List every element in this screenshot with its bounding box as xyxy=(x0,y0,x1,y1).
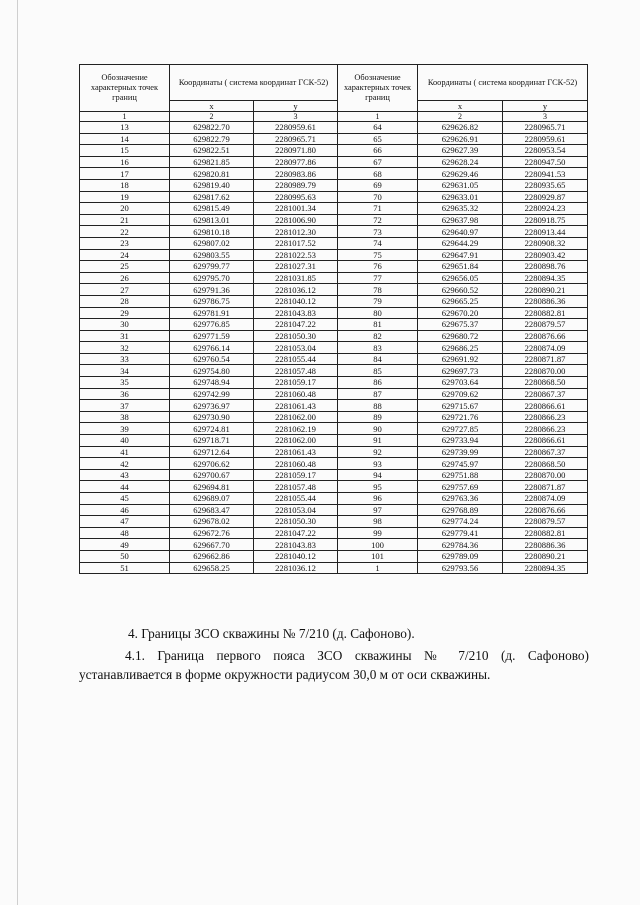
y-coordinate: 2280890.21 xyxy=(503,550,588,562)
table-row xyxy=(80,516,588,528)
table-row xyxy=(80,214,588,226)
x-coordinate: 629658.25 xyxy=(170,562,254,574)
x-coordinate: 629694.81 xyxy=(170,481,254,493)
table-row xyxy=(80,179,588,191)
x-coordinate: 629686.25 xyxy=(418,342,503,354)
point-number: 13 xyxy=(80,122,170,134)
x-coordinate: 629656.05 xyxy=(418,272,503,284)
y-header-2: y xyxy=(503,101,588,112)
x-coordinate: 629781.91 xyxy=(170,307,254,319)
y-coordinate: 2280879.57 xyxy=(503,319,588,331)
y-coordinate: 2280866.61 xyxy=(503,400,588,412)
y-coordinate: 2280867.37 xyxy=(503,446,588,458)
y-coordinate: 2280870.00 xyxy=(503,365,588,377)
point-number: 76 xyxy=(338,261,418,273)
table-row xyxy=(80,411,588,423)
point-number: 21 xyxy=(80,214,170,226)
y-coordinate: 2281001.34 xyxy=(254,203,338,215)
point-number: 74 xyxy=(338,237,418,249)
table-row xyxy=(80,272,588,284)
point-number: 50 xyxy=(80,550,170,562)
point-number: 40 xyxy=(80,435,170,447)
x-coordinate: 629803.55 xyxy=(170,249,254,261)
table-row xyxy=(80,237,588,249)
table-row xyxy=(80,168,588,180)
point-number: 29 xyxy=(80,307,170,319)
point-number: 27 xyxy=(80,284,170,296)
y-coordinate: 2281061.43 xyxy=(254,400,338,412)
x-coordinate: 629771.59 xyxy=(170,330,254,342)
point-number: 66 xyxy=(338,145,418,157)
x-coordinate: 629733.94 xyxy=(418,435,503,447)
table-row xyxy=(80,400,588,412)
x-coordinate: 629703.64 xyxy=(418,377,503,389)
point-number: 88 xyxy=(338,400,418,412)
x-coordinate: 629739.99 xyxy=(418,446,503,458)
y-coordinate: 2281062.19 xyxy=(254,423,338,435)
y-coordinate: 2281059.17 xyxy=(254,377,338,389)
x-coordinate: 629709.62 xyxy=(418,388,503,400)
y-coordinate: 2280947.50 xyxy=(503,156,588,168)
x-coordinate: 629813.01 xyxy=(170,214,254,226)
x-coordinate: 629760.54 xyxy=(170,353,254,365)
y-coordinate: 2280882.81 xyxy=(503,307,588,319)
x-coordinate: 629776.85 xyxy=(170,319,254,331)
y-coordinate: 2281055.44 xyxy=(254,493,338,505)
table-row xyxy=(80,504,588,516)
point-number: 1 xyxy=(338,562,418,574)
table-row xyxy=(80,145,588,157)
table-row xyxy=(80,226,588,238)
point-number: 89 xyxy=(338,411,418,423)
y-coordinate: 2280913.44 xyxy=(503,226,588,238)
point-number: 82 xyxy=(338,330,418,342)
y-coordinate: 2281017.52 xyxy=(254,237,338,249)
x-coordinate: 629763.36 xyxy=(418,493,503,505)
y-coordinate: 2280953.54 xyxy=(503,145,588,157)
point-number: 43 xyxy=(80,469,170,481)
y-coordinate: 2280867.37 xyxy=(503,388,588,400)
x-coordinate: 629730.90 xyxy=(170,411,254,423)
x-coordinate: 629712.64 xyxy=(170,446,254,458)
y-coordinate: 2281027.31 xyxy=(254,261,338,273)
x-coordinate: 629683.47 xyxy=(170,504,254,516)
table-row xyxy=(80,550,588,562)
point-number: 44 xyxy=(80,481,170,493)
y-coordinate: 2281031.85 xyxy=(254,272,338,284)
point-number: 79 xyxy=(338,295,418,307)
x-header-2: x xyxy=(418,101,503,112)
table-row xyxy=(80,133,588,145)
point-number: 17 xyxy=(80,168,170,180)
y-coordinate: 2280866.61 xyxy=(503,435,588,447)
point-number: 30 xyxy=(80,319,170,331)
point-number: 36 xyxy=(80,388,170,400)
point-number: 26 xyxy=(80,272,170,284)
table-row xyxy=(80,469,588,481)
point-number: 19 xyxy=(80,191,170,203)
point-number: 65 xyxy=(338,133,418,145)
section-paragraph: 4.1. Граница первого пояса ЗСО скважины № 7/210 (д. Сафоново) устанавливается в форме окружности радиусом 30,0 м от оси скважины. xyxy=(79,648,589,682)
y-coordinate: 2281047.22 xyxy=(254,319,338,331)
x-coordinate: 629672.76 xyxy=(170,527,254,539)
point-number: 93 xyxy=(338,458,418,470)
y-coordinate: 2281050.30 xyxy=(254,330,338,342)
point-number: 14 xyxy=(80,133,170,145)
y-coordinate: 2280898.76 xyxy=(503,261,588,273)
x-coordinate: 629626.91 xyxy=(418,133,503,145)
x-coordinate: 629644.29 xyxy=(418,237,503,249)
point-number: 25 xyxy=(80,261,170,273)
x-coordinate: 629678.02 xyxy=(170,516,254,528)
x-coordinate: 629757.69 xyxy=(418,481,503,493)
point-number: 86 xyxy=(338,377,418,389)
coords-system-header-2: Координаты ( система координат ГСК-52) xyxy=(418,65,588,101)
x-coordinate: 629822.51 xyxy=(170,145,254,157)
x-coordinate: 629667.70 xyxy=(170,539,254,551)
point-number: 72 xyxy=(338,214,418,226)
y-coordinate: 2281006.90 xyxy=(254,214,338,226)
point-number: 20 xyxy=(80,203,170,215)
y-coordinate: 2280868.50 xyxy=(503,458,588,470)
x-coordinate: 629799.77 xyxy=(170,261,254,273)
x-coordinate: 629817.62 xyxy=(170,191,254,203)
y-coordinate: 2280995.63 xyxy=(254,191,338,203)
point-number: 38 xyxy=(80,411,170,423)
point-number: 64 xyxy=(338,122,418,134)
y-coordinate: 2280983.86 xyxy=(254,168,338,180)
y-coordinate: 2280874.09 xyxy=(503,342,588,354)
y-coordinate: 2280894.35 xyxy=(503,272,588,284)
x-coordinate: 629768.89 xyxy=(418,504,503,516)
x-coordinate: 629651.84 xyxy=(418,261,503,273)
x-coordinate: 629822.79 xyxy=(170,133,254,145)
y-coordinate: 2280890.21 xyxy=(503,284,588,296)
x-coordinate: 629774.24 xyxy=(418,516,503,528)
table-row xyxy=(80,319,588,331)
x-coordinate: 629718.71 xyxy=(170,435,254,447)
col-index: 2 xyxy=(170,112,254,122)
x-coordinate: 629670.20 xyxy=(418,307,503,319)
table-row xyxy=(80,458,588,470)
y-coordinate: 2280868.50 xyxy=(503,377,588,389)
point-number: 22 xyxy=(80,226,170,238)
point-number: 90 xyxy=(338,423,418,435)
x-coordinate: 629821.85 xyxy=(170,156,254,168)
y-coordinate: 2281036.12 xyxy=(254,284,338,296)
x-coordinate: 629640.97 xyxy=(418,226,503,238)
point-number: 87 xyxy=(338,388,418,400)
x-coordinate: 629715.67 xyxy=(418,400,503,412)
col-index: 3 xyxy=(254,112,338,122)
y-coordinate: 2280965.71 xyxy=(503,122,588,134)
y-coordinate: 2280965.71 xyxy=(254,133,338,145)
y-coordinate: 2280876.66 xyxy=(503,330,588,342)
x-coordinate: 629754.80 xyxy=(170,365,254,377)
point-number: 94 xyxy=(338,469,418,481)
table-row xyxy=(80,261,588,273)
coordinates-table xyxy=(79,64,588,574)
table-row xyxy=(80,423,588,435)
y-coordinate: 2281062.00 xyxy=(254,435,338,447)
y-coordinate: 2281057.48 xyxy=(254,365,338,377)
col-index: 2 xyxy=(418,112,503,122)
point-number: 68 xyxy=(338,168,418,180)
y-coordinate: 2280941.53 xyxy=(503,168,588,180)
point-number: 49 xyxy=(80,539,170,551)
y-coordinate: 2280935.65 xyxy=(503,179,588,191)
point-number: 34 xyxy=(80,365,170,377)
x-coordinate: 629635.32 xyxy=(418,203,503,215)
col-index: 1 xyxy=(338,112,418,122)
x-coordinate: 629626.82 xyxy=(418,122,503,134)
x-header: x xyxy=(170,101,254,112)
x-coordinate: 629815.49 xyxy=(170,203,254,215)
x-coordinate: 629736.97 xyxy=(170,400,254,412)
x-coordinate: 629700.67 xyxy=(170,469,254,481)
y-coordinate: 2281053.04 xyxy=(254,504,338,516)
x-coordinate: 629819.40 xyxy=(170,179,254,191)
point-number: 70 xyxy=(338,191,418,203)
x-coordinate: 629791.36 xyxy=(170,284,254,296)
point-number: 95 xyxy=(338,481,418,493)
y-coordinate: 2281057.48 xyxy=(254,481,338,493)
y-coordinate: 2281012.30 xyxy=(254,226,338,238)
point-number: 51 xyxy=(80,562,170,574)
point-number: 101 xyxy=(338,550,418,562)
point-number: 100 xyxy=(338,539,418,551)
x-coordinate: 629689.07 xyxy=(170,493,254,505)
y-coordinate: 2280886.36 xyxy=(503,295,588,307)
x-coordinate: 629680.72 xyxy=(418,330,503,342)
table-row xyxy=(80,388,588,400)
point-number: 92 xyxy=(338,446,418,458)
coords-system-header: Координаты ( система координат ГСК-52) xyxy=(170,65,338,101)
point-number: 39 xyxy=(80,423,170,435)
y-coordinate: 2280879.57 xyxy=(503,516,588,528)
x-coordinate: 629820.81 xyxy=(170,168,254,180)
x-coordinate: 629662.86 xyxy=(170,550,254,562)
point-number: 33 xyxy=(80,353,170,365)
point-number: 85 xyxy=(338,365,418,377)
y-coordinate: 2280929.87 xyxy=(503,191,588,203)
y-coordinate: 2281047.22 xyxy=(254,527,338,539)
point-number: 46 xyxy=(80,504,170,516)
y-coordinate: 2280876.66 xyxy=(503,504,588,516)
table-row xyxy=(80,377,588,389)
table-row xyxy=(80,365,588,377)
table-row xyxy=(80,539,588,551)
table-row xyxy=(80,284,588,296)
y-coordinate: 2280866.23 xyxy=(503,411,588,423)
point-number: 47 xyxy=(80,516,170,528)
point-number: 99 xyxy=(338,527,418,539)
y-coordinate: 2280959.61 xyxy=(254,122,338,134)
point-number: 45 xyxy=(80,493,170,505)
table-row xyxy=(80,342,588,354)
table-row xyxy=(80,562,588,574)
point-number: 23 xyxy=(80,237,170,249)
x-coordinate: 629675.37 xyxy=(418,319,503,331)
table-row xyxy=(80,493,588,505)
y-coordinate: 2280989.79 xyxy=(254,179,338,191)
y-coordinate: 2281060.48 xyxy=(254,458,338,470)
x-coordinate: 629793.56 xyxy=(418,562,503,574)
point-number: 42 xyxy=(80,458,170,470)
table-row xyxy=(80,156,588,168)
y-coordinate: 2280971.80 xyxy=(254,145,338,157)
point-number: 83 xyxy=(338,342,418,354)
y-coordinate: 2281036.12 xyxy=(254,562,338,574)
point-number: 73 xyxy=(338,226,418,238)
x-coordinate: 629691.92 xyxy=(418,353,503,365)
point-label-header-2: Обозначение характерных точек границ xyxy=(338,65,418,112)
table-row xyxy=(80,446,588,458)
table-row xyxy=(80,353,588,365)
point-number: 75 xyxy=(338,249,418,261)
x-coordinate: 629748.94 xyxy=(170,377,254,389)
x-coordinate: 629807.02 xyxy=(170,237,254,249)
x-coordinate: 629789.09 xyxy=(418,550,503,562)
point-number: 98 xyxy=(338,516,418,528)
point-number: 80 xyxy=(338,307,418,319)
y-coordinate: 2281053.04 xyxy=(254,342,338,354)
point-number: 37 xyxy=(80,400,170,412)
y-coordinate: 2280874.09 xyxy=(503,493,588,505)
y-header: y xyxy=(254,101,338,112)
y-coordinate: 2280918.75 xyxy=(503,214,588,226)
point-number: 32 xyxy=(80,342,170,354)
y-coordinate: 2280886.36 xyxy=(503,539,588,551)
point-label-header: Обозначение характерных точек границ xyxy=(80,65,170,112)
point-number: 35 xyxy=(80,377,170,389)
table-row xyxy=(80,527,588,539)
x-coordinate: 629629.46 xyxy=(418,168,503,180)
x-coordinate: 629795.70 xyxy=(170,272,254,284)
page-edge-line xyxy=(17,0,18,905)
y-coordinate: 2281059.17 xyxy=(254,469,338,481)
x-coordinate: 629660.52 xyxy=(418,284,503,296)
x-coordinate: 629810.18 xyxy=(170,226,254,238)
point-number: 41 xyxy=(80,446,170,458)
x-coordinate: 629779.41 xyxy=(418,527,503,539)
y-coordinate: 2280870.00 xyxy=(503,469,588,481)
table-row xyxy=(80,249,588,261)
point-number: 28 xyxy=(80,295,170,307)
y-coordinate: 2281043.83 xyxy=(254,307,338,319)
point-number: 71 xyxy=(338,203,418,215)
y-coordinate: 2281061.43 xyxy=(254,446,338,458)
x-coordinate: 629766.14 xyxy=(170,342,254,354)
table-row xyxy=(80,122,588,134)
point-number: 84 xyxy=(338,353,418,365)
x-coordinate: 629633.01 xyxy=(418,191,503,203)
x-coordinate: 629697.73 xyxy=(418,365,503,377)
coordinates-table-body xyxy=(80,122,588,574)
column-index-row xyxy=(80,112,588,122)
point-number: 16 xyxy=(80,156,170,168)
y-coordinate: 2280908.32 xyxy=(503,237,588,249)
table-row xyxy=(80,191,588,203)
point-number: 24 xyxy=(80,249,170,261)
point-number: 31 xyxy=(80,330,170,342)
table-row xyxy=(80,435,588,447)
point-number: 81 xyxy=(338,319,418,331)
y-coordinate: 2281043.83 xyxy=(254,539,338,551)
x-coordinate: 629727.85 xyxy=(418,423,503,435)
y-coordinate: 2281040.12 xyxy=(254,295,338,307)
x-coordinate: 629637.98 xyxy=(418,214,503,226)
point-number: 97 xyxy=(338,504,418,516)
point-number: 18 xyxy=(80,179,170,191)
table-row xyxy=(80,307,588,319)
y-coordinate: 2281040.12 xyxy=(254,550,338,562)
table-row xyxy=(80,203,588,215)
y-coordinate: 2281050.30 xyxy=(254,516,338,528)
x-coordinate: 629822.70 xyxy=(170,122,254,134)
table-row xyxy=(80,295,588,307)
x-coordinate: 629647.91 xyxy=(418,249,503,261)
point-number: 48 xyxy=(80,527,170,539)
point-number: 78 xyxy=(338,284,418,296)
y-coordinate: 2280871.87 xyxy=(503,353,588,365)
x-coordinate: 629751.88 xyxy=(418,469,503,481)
y-coordinate: 2280924.23 xyxy=(503,203,588,215)
point-number: 91 xyxy=(338,435,418,447)
y-coordinate: 2281060.48 xyxy=(254,388,338,400)
x-coordinate: 629627.39 xyxy=(418,145,503,157)
y-coordinate: 2280903.42 xyxy=(503,249,588,261)
col-index: 1 xyxy=(80,112,170,122)
y-coordinate: 2280977.86 xyxy=(254,156,338,168)
y-coordinate: 2281022.53 xyxy=(254,249,338,261)
col-index: 3 xyxy=(503,112,588,122)
table-row xyxy=(80,481,588,493)
section-heading: 4. Границы ЗСО скважины № 7/210 (д. Сафоново). xyxy=(128,626,415,641)
x-coordinate: 629665.25 xyxy=(418,295,503,307)
x-coordinate: 629721.76 xyxy=(418,411,503,423)
x-coordinate: 629628.24 xyxy=(418,156,503,168)
point-number: 67 xyxy=(338,156,418,168)
x-coordinate: 629742.99 xyxy=(170,388,254,400)
point-number: 15 xyxy=(80,145,170,157)
x-coordinate: 629724.81 xyxy=(170,423,254,435)
x-coordinate: 629784.36 xyxy=(418,539,503,551)
x-coordinate: 629786.75 xyxy=(170,295,254,307)
y-coordinate: 2280866.23 xyxy=(503,423,588,435)
y-coordinate: 2281062.00 xyxy=(254,411,338,423)
y-coordinate: 2281055.44 xyxy=(254,353,338,365)
point-number: 77 xyxy=(338,272,418,284)
y-coordinate: 2280871.87 xyxy=(503,481,588,493)
point-number: 96 xyxy=(338,493,418,505)
x-coordinate: 629631.05 xyxy=(418,179,503,191)
x-coordinate: 629745.97 xyxy=(418,458,503,470)
x-coordinate: 629706.62 xyxy=(170,458,254,470)
y-coordinate: 2280959.61 xyxy=(503,133,588,145)
y-coordinate: 2280882.81 xyxy=(503,527,588,539)
y-coordinate: 2280894.35 xyxy=(503,562,588,574)
table-row xyxy=(80,330,588,342)
point-number: 69 xyxy=(338,179,418,191)
